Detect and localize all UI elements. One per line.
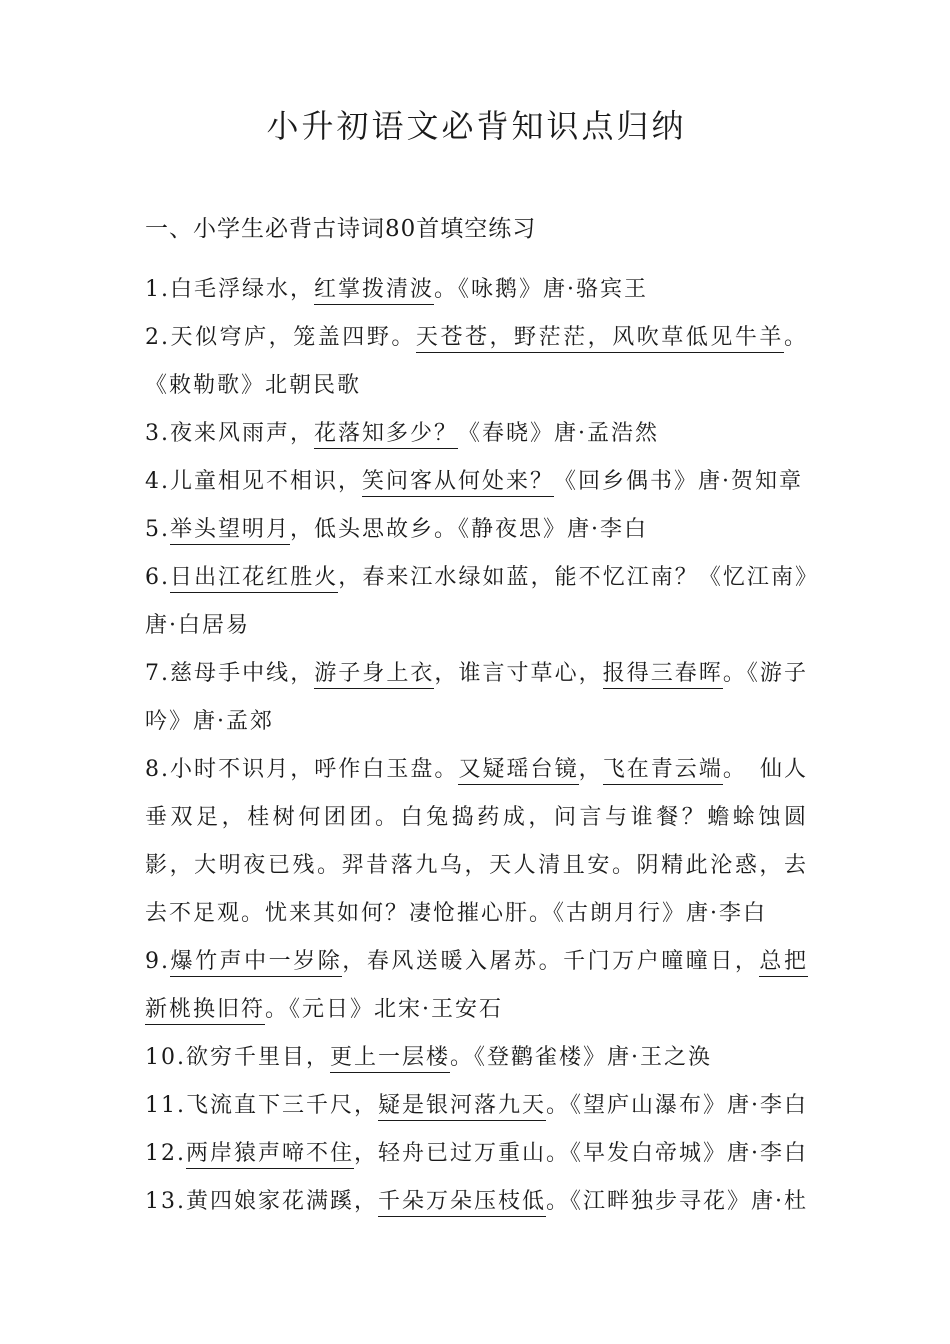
fill-blank-answer: 举头望明月 <box>170 517 290 545</box>
poem-item <box>145 746 808 938</box>
poem-text: ，春风送暖入屠苏。千门万户曈曈日， <box>342 949 760 974</box>
poem-text: ，低头思故乡。《静夜思》唐·李白 <box>290 517 649 542</box>
poem-item <box>145 1082 808 1130</box>
fill-blank-answer: 笑问客从何处来？ <box>362 469 554 497</box>
fill-blank-answer: 爆竹声中一岁除 <box>170 949 342 977</box>
poem-item <box>145 1034 808 1082</box>
poem-item <box>145 458 808 506</box>
poem-text: 13.黄四娘家花满蹊， <box>145 1189 378 1214</box>
fill-blank-answer: 红掌拨清波 <box>314 277 434 305</box>
poem-item <box>145 938 808 1034</box>
poem-text: 。《江畔独步寻花》唐·杜 <box>546 1189 809 1214</box>
poem-item <box>145 410 808 458</box>
poem-item <box>145 506 808 554</box>
poem-text: 6. <box>145 565 170 590</box>
poem-item <box>145 650 808 746</box>
poem-text: 8.小时不识月，呼作白玉盘。 <box>145 757 459 782</box>
poem-text: 。《望庐山瀑布》唐·李白 <box>546 1093 809 1118</box>
poem-item <box>145 1178 808 1226</box>
document-title: 小升初语文必背知识点归纳 <box>266 107 687 145</box>
poem-text: 。《敕勒歌》北朝民歌 <box>145 325 808 398</box>
poem-text: 4.儿童相见不相识， <box>145 469 362 494</box>
fill-blank-answer: 天苍苍，野茫茫，风吹草低见牛羊 <box>416 325 784 353</box>
poem-text: 2.天似穹庐，笼盖四野。 <box>145 325 416 350</box>
fill-blank-answer: 总把新桃换旧符 <box>145 949 808 1025</box>
poem-text: 5. <box>145 517 170 542</box>
fill-blank-answer: 日出江花红胜火 <box>170 565 338 593</box>
poem-text: 。《元日》北宋·王安石 <box>265 997 504 1022</box>
poem-text: 12. <box>145 1141 186 1166</box>
fill-blank-answer: 游子身上衣 <box>314 661 434 689</box>
poem-text: ，春来江水绿如蓝，能不忆江南？《忆江南》唐·白居易 <box>145 565 808 638</box>
poem-text: 10.欲穷千里目， <box>145 1045 330 1070</box>
fill-blank-answer: 更上一层楼 <box>330 1045 450 1073</box>
poem-item <box>145 1130 808 1178</box>
poem-item <box>145 266 808 314</box>
poem-text: 。《咏鹅》唐·骆宾王 <box>434 277 649 302</box>
poem-text: 《春晓》唐·孟浩然 <box>458 421 660 446</box>
poem-text: 11.飞流直下三千尺， <box>145 1093 378 1118</box>
fill-blank-answer: 报得三春晖 <box>603 661 723 689</box>
poem-text: 9. <box>145 949 170 974</box>
poem-text: 3.夜来风雨声， <box>145 421 314 446</box>
fill-blank-answer: 又疑瑶台镜 <box>458 757 578 785</box>
poem-text: ，轻舟已过万重山。《早发白帝城》唐·李白 <box>354 1141 809 1166</box>
poem-item <box>145 314 808 410</box>
fill-blank-answer: 千朵万朵压枝低 <box>378 1189 546 1217</box>
fill-blank-answer: 两岸猿声啼不住 <box>186 1141 354 1169</box>
poem-text: 《回乡偶书》唐·贺知章 <box>554 469 804 494</box>
poem-text: 1.白毛浮绿水， <box>145 277 314 302</box>
poem-text: 。《游子吟》唐·孟郊 <box>145 661 808 734</box>
poem-text: 7.慈母手中线， <box>145 661 315 686</box>
fill-blank-answer: 疑是银河落九天 <box>378 1093 546 1121</box>
poem-item <box>145 554 808 650</box>
poem-list <box>145 266 808 1226</box>
fill-blank-answer: 花落知多少？ <box>314 421 458 449</box>
section-heading: 一、小学生必背古诗词80首填空练习 <box>145 216 537 242</box>
fill-blank-answer: 飞在青云端 <box>603 757 723 785</box>
poem-text: 。 仙人垂双足，桂树何团团。白兔捣药成，问言与谁餐？蟾蜍蚀圆影，大明夜已残。羿昔落九乌，天人清且安。阴精此沦惑，去去不足观。忧来其如何？凄怆摧心肝。《古朗月行》唐·李白 <box>145 757 808 926</box>
poem-text: ， <box>578 757 603 782</box>
poem-text: 。《登鹳雀楼》唐·王之涣 <box>450 1045 713 1070</box>
poem-text: ，谁言寸草心， <box>434 661 603 686</box>
